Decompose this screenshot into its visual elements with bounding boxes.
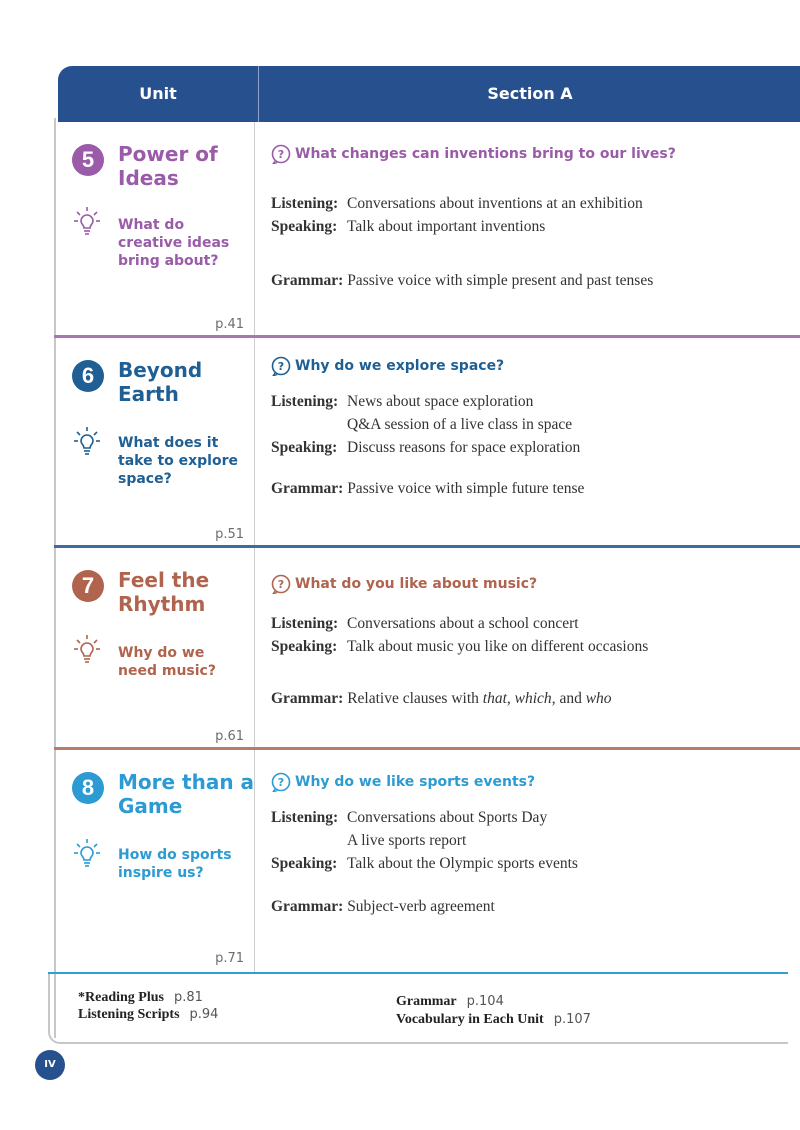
- grammar-which: which: [514, 690, 552, 707]
- page-ref[interactable]: p.41: [215, 317, 244, 332]
- unit-8-row: [54, 750, 800, 972]
- big-question-line: How do sports: [118, 847, 232, 863]
- listening-label: Listening:: [271, 809, 339, 826]
- grammar-line: [271, 898, 495, 916]
- grammar-text: Subject-verb agreement: [347, 898, 495, 915]
- question-text: Why do we explore space?: [295, 358, 505, 374]
- lightbulb-icon: [74, 838, 100, 870]
- speaking-line: [271, 436, 781, 459]
- listening-line-2: [271, 829, 781, 852]
- question-text: What changes can inventions bring to our lives?: [295, 146, 676, 162]
- reading-plus-entry[interactable]: [78, 990, 203, 1006]
- grammar-appendix-label: Grammar: [396, 994, 457, 1009]
- big-question-line: space?: [118, 471, 172, 487]
- question-text: What do you like about music?: [295, 576, 538, 592]
- speaking-text: Talk about the Olympic sports events: [347, 855, 578, 872]
- unit-5-row: [54, 122, 800, 338]
- grammar-text: Passive voice with simple future tense: [347, 480, 585, 497]
- vocabulary-label: Vocabulary in Each Unit: [396, 1012, 544, 1027]
- page-number-badge: IV: [35, 1050, 65, 1080]
- essential-question: [271, 356, 504, 376]
- question-text: Why do we like sports events?: [295, 774, 536, 790]
- grammar-prefix: Relative clauses with: [347, 690, 483, 707]
- listening-text: Conversations about inventions at an exhibition: [347, 195, 643, 212]
- big-question: [118, 434, 248, 488]
- skills-list: [271, 192, 781, 238]
- lightbulb-icon: [74, 634, 100, 666]
- grammar-comma: ,: [506, 690, 515, 707]
- speaking-text: Talk about important inventions: [347, 218, 546, 235]
- skills-list: [271, 390, 781, 459]
- listening-text: Conversations about Sports Day: [347, 809, 548, 826]
- big-question: [118, 216, 248, 270]
- unit-title: [118, 142, 248, 190]
- grammar-line: [271, 480, 584, 498]
- speaking-label: Speaking:: [271, 439, 338, 456]
- big-question: [118, 644, 248, 680]
- unit-8-cell: [54, 750, 254, 972]
- unit-6-cell: [54, 338, 254, 548]
- unit-number-badge: 5: [72, 144, 104, 176]
- question-bubble-icon: [271, 356, 291, 376]
- big-question-line: bring about?: [118, 253, 219, 269]
- contents-table: [48, 66, 800, 1046]
- big-question-line: Why do we: [118, 645, 205, 661]
- footer-box: [48, 974, 788, 1044]
- grammar-label: Grammar:: [271, 690, 344, 707]
- unit-title-line1: More than a: [118, 770, 255, 794]
- grammar-text: Passive voice with simple present and past tenses: [347, 272, 654, 289]
- listening-text: Q&A session of a live class in space: [347, 416, 573, 433]
- listening-label: Listening:: [271, 615, 339, 632]
- listening-line: [271, 806, 781, 829]
- listening-line: [271, 192, 781, 215]
- unit-number-badge: 6: [72, 360, 104, 392]
- skills-list: [271, 612, 781, 658]
- vocabulary-page: p.107: [553, 1012, 591, 1027]
- vocabulary-entry[interactable]: [396, 1012, 591, 1028]
- listening-label: Listening:: [271, 195, 339, 212]
- unit-title-line1: Power of: [118, 142, 218, 166]
- speaking-text: Talk about music you like on different occasions: [347, 638, 649, 655]
- grammar-that: that: [482, 690, 507, 707]
- question-bubble-icon: [271, 574, 291, 594]
- grammar-label: Grammar:: [271, 272, 344, 289]
- table-header: [58, 66, 800, 122]
- listening-line: [271, 612, 781, 635]
- svg-text:?: ?: [277, 148, 285, 161]
- unit-number-badge: 7: [72, 570, 104, 602]
- question-bubble-icon: [271, 772, 291, 792]
- listening-scripts-entry[interactable]: [78, 1007, 218, 1023]
- speaking-label: Speaking:: [271, 638, 338, 655]
- page-ref[interactable]: p.71: [215, 951, 244, 966]
- speaking-line: [271, 852, 781, 875]
- listening-scripts-page: p.94: [189, 1007, 219, 1022]
- svg-text:?: ?: [277, 360, 285, 373]
- big-question-line: take to explore: [118, 453, 238, 469]
- section-a-cell: [255, 338, 800, 548]
- listening-line-2: [271, 413, 781, 436]
- big-question: [118, 846, 248, 882]
- listening-text: Conversations about a school concert: [347, 615, 579, 632]
- big-question-line: inspire us?: [118, 865, 204, 881]
- speaking-text: Discuss reasons for space exploration: [347, 439, 581, 456]
- skills-list: [271, 806, 781, 875]
- grammar-entry[interactable]: [396, 994, 504, 1010]
- grammar-line: [271, 690, 612, 708]
- appendix-footer: [48, 972, 800, 1044]
- section-a-cell: [255, 750, 800, 972]
- unit-7-cell: [54, 548, 254, 750]
- page-ref[interactable]: p.51: [215, 527, 244, 542]
- unit-title: [118, 568, 248, 616]
- unit-title: [118, 770, 258, 818]
- speaking-label: Speaking:: [271, 218, 338, 235]
- question-bubble-icon: [271, 144, 291, 164]
- listening-label: Listening:: [271, 393, 339, 410]
- listening-line: [271, 390, 781, 413]
- big-question-line: need music?: [118, 663, 216, 679]
- unit-6-row: [54, 338, 800, 548]
- unit-7-row: [54, 548, 800, 750]
- big-question-line: creative ideas: [118, 235, 230, 251]
- lightbulb-icon: [74, 426, 100, 458]
- grammar-line: [271, 272, 653, 290]
- unit-title-line1: Feel the: [118, 568, 210, 592]
- listening-scripts-label: Listening Scripts: [78, 1007, 180, 1022]
- big-question-line: What does it: [118, 435, 219, 451]
- listening-text: News about space exploration: [347, 393, 534, 410]
- unit-5-cell: [54, 122, 254, 338]
- essential-question: [271, 772, 535, 792]
- speaking-label: Speaking:: [271, 855, 338, 872]
- lightbulb-icon: [74, 206, 100, 238]
- section-a-cell: [255, 122, 800, 338]
- grammar-label: Grammar:: [271, 898, 344, 915]
- unit-title-line2: Earth: [118, 382, 179, 406]
- unit-title-line2: Ideas: [118, 166, 179, 190]
- grammar-appendix-page: p.104: [466, 994, 504, 1009]
- essential-question: [271, 574, 537, 594]
- big-question-line: What do: [118, 217, 185, 233]
- header-unit: Unit: [139, 84, 177, 103]
- svg-text:?: ?: [277, 776, 285, 789]
- grammar-label: Grammar:: [271, 480, 344, 497]
- header-section-a: Section A: [258, 66, 800, 122]
- unit-title-line2: Game: [118, 794, 183, 818]
- reading-plus-page: p.81: [173, 990, 203, 1005]
- speaking-line: [271, 635, 781, 658]
- unit-title-line1: Beyond: [118, 358, 203, 382]
- speaking-line: [271, 215, 781, 238]
- unit-title: [118, 358, 248, 406]
- unit-title-line2: Rhythm: [118, 592, 206, 616]
- reading-plus-label: *Reading Plus: [78, 990, 164, 1005]
- section-a-cell: [255, 548, 800, 750]
- svg-text:?: ?: [277, 578, 285, 591]
- essential-question: [271, 144, 676, 164]
- grammar-who: who: [585, 690, 612, 707]
- listening-text: A live sports report: [347, 832, 467, 849]
- unit-number-badge: 8: [72, 772, 104, 804]
- grammar-and: , and: [551, 690, 586, 707]
- page-ref[interactable]: p.61: [215, 729, 244, 744]
